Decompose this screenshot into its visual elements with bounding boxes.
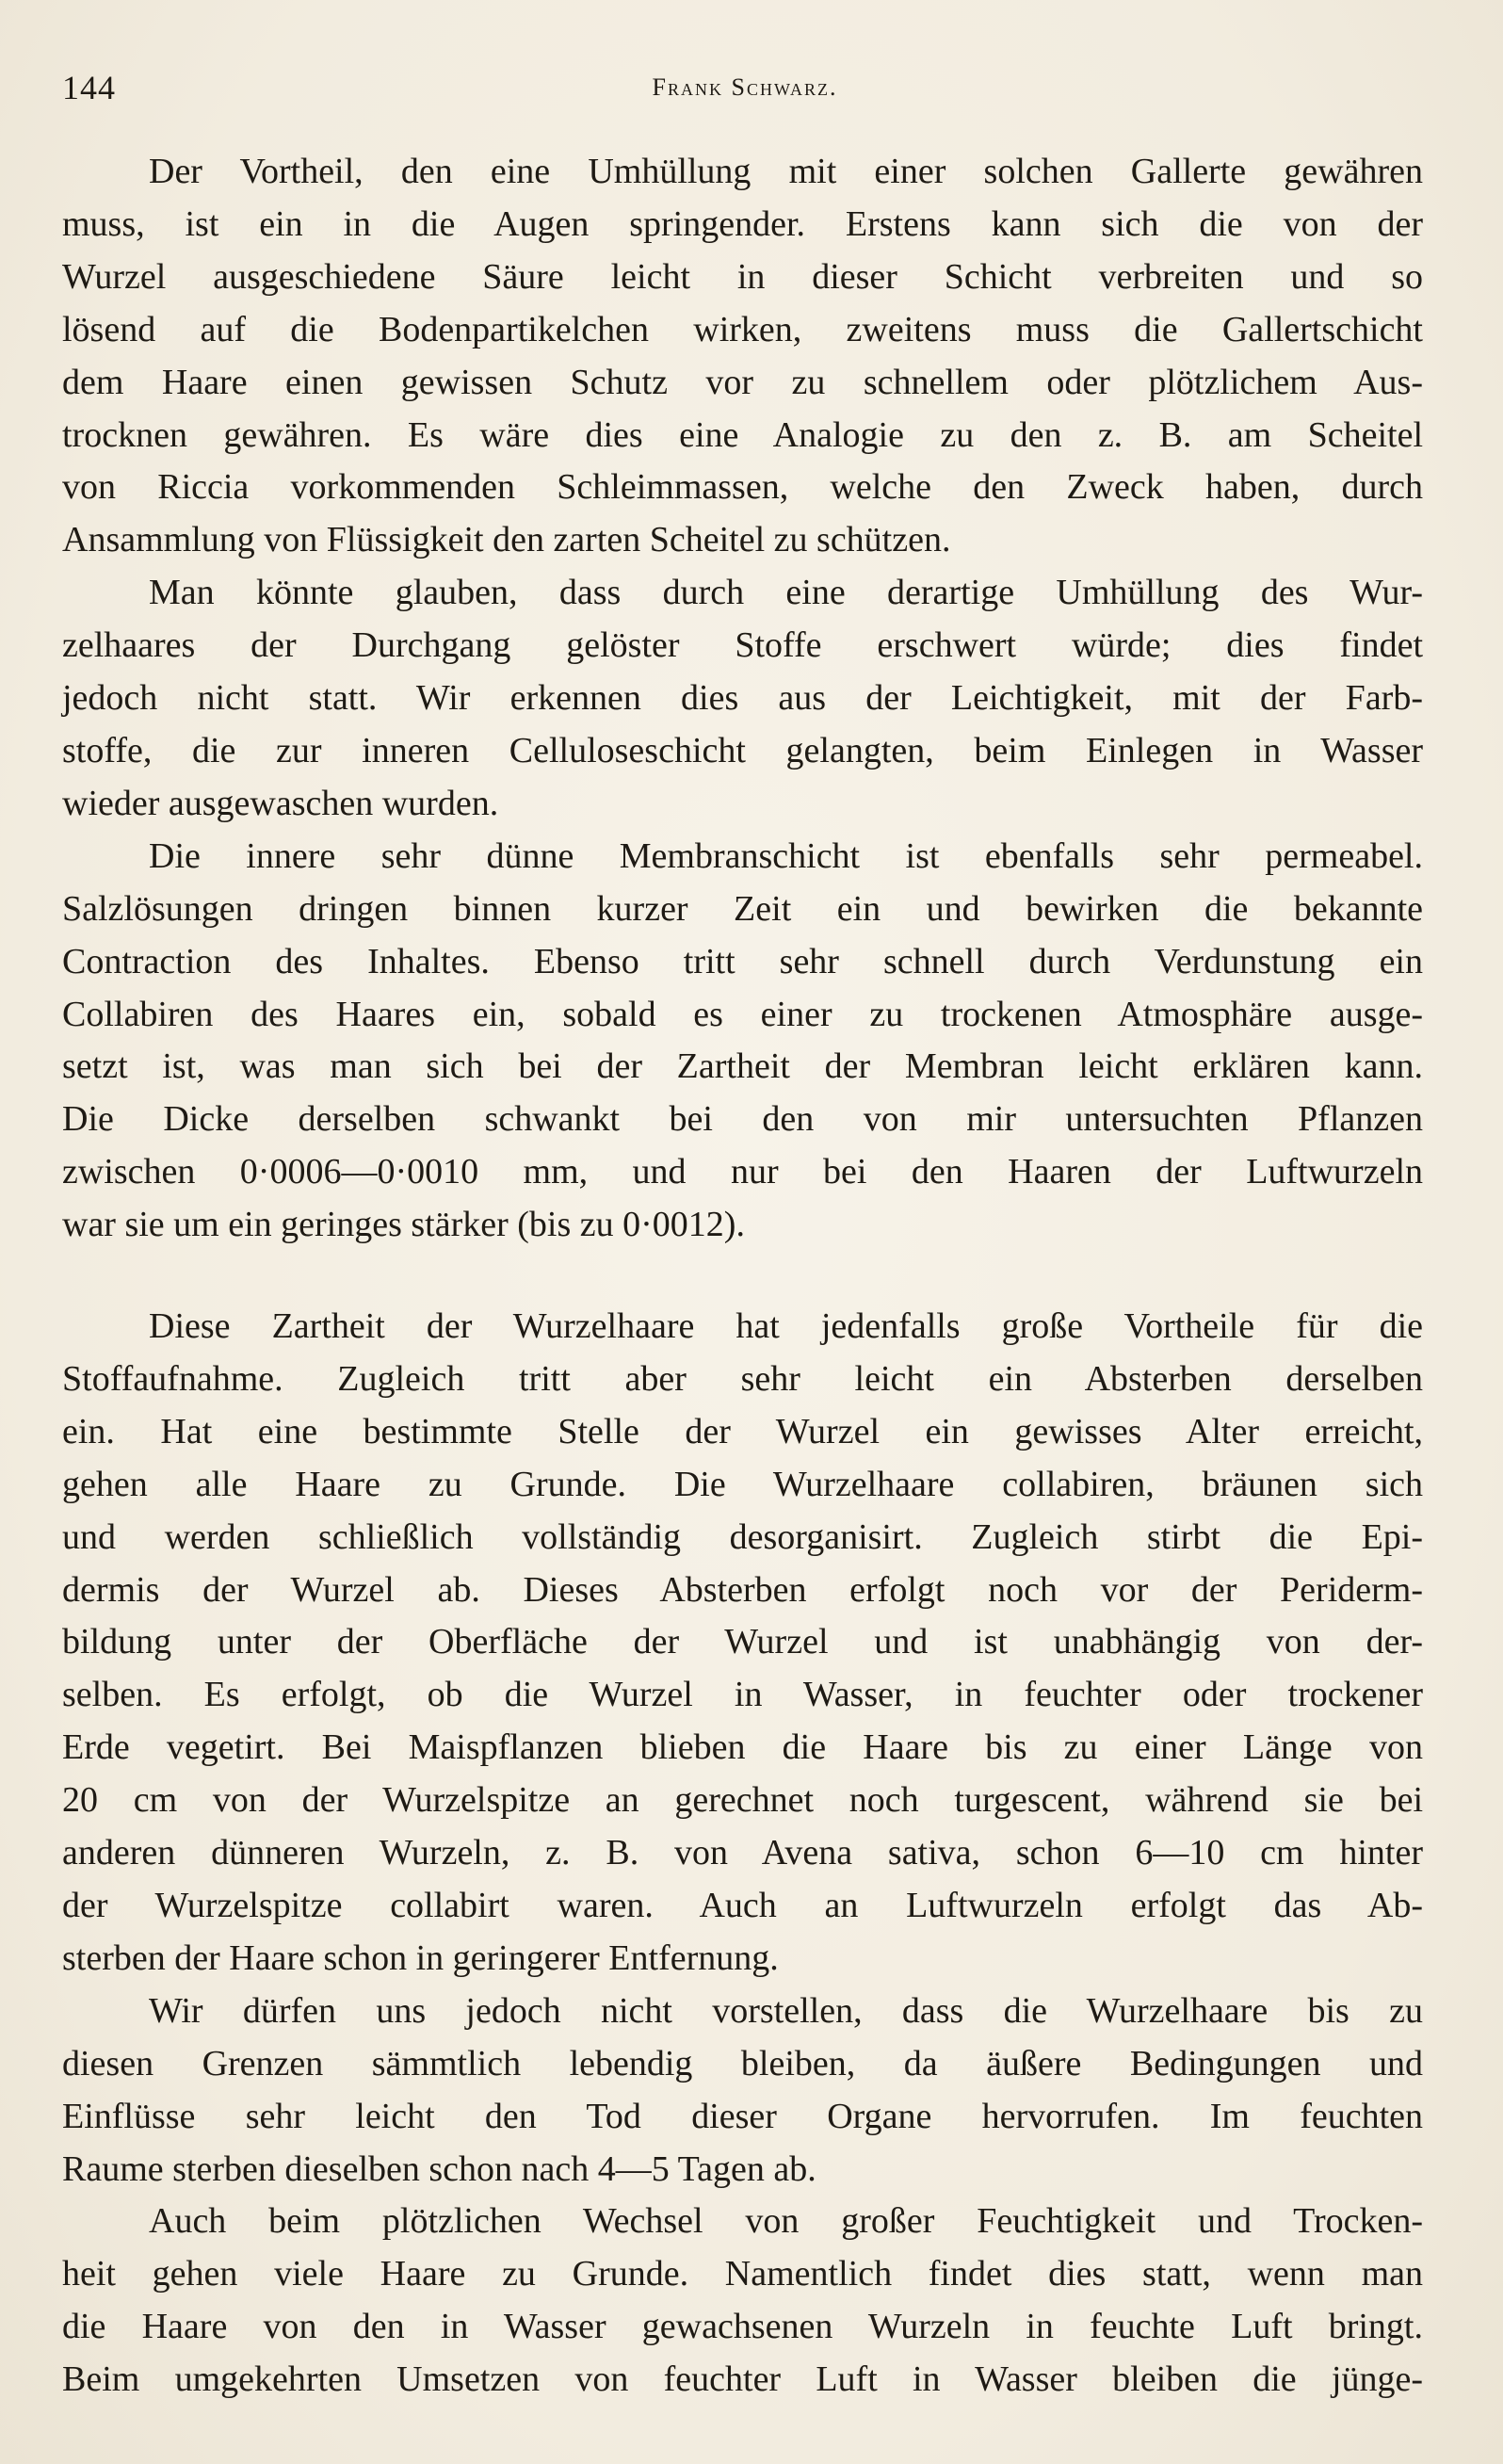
text-line: heit gehen viele Haare zu Grunde. Namentlich findet dies statt, wenn man xyxy=(62,2254,1423,2294)
text-line: Stoffaufnahme. Zugleich tritt aber sehr leicht ein Absterben derselben xyxy=(62,1358,1423,1399)
paragraph-gap xyxy=(62,1252,1423,1301)
paragraph xyxy=(62,831,1423,1252)
text-line: Die innere sehr dünne Membranschicht ist ebenfalls sehr permeabel. xyxy=(149,835,1423,876)
body-text xyxy=(62,146,1423,2407)
page-header xyxy=(62,68,1428,115)
text-line: Wir dürfen uns jedoch nicht vorstellen, dass die Wurzelhaare bis zu xyxy=(149,1990,1423,2031)
text-line: trocknen gewähren. Es wäre dies eine Analogie zu den z. B. am Scheitel xyxy=(62,414,1423,455)
text-line: Die Dicke derselben schwankt bei den von mir untersuchten Pflanzen xyxy=(62,1099,1423,1140)
text-line: Contraction des Inhaltes. Ebenso tritt sehr schnell durch Verdunstung ein xyxy=(62,941,1423,981)
text-line: der Wurzelspitze collabirt waren. Auch an Luftwurzeln erfolgt das Ab- xyxy=(62,1886,1423,1925)
text-line: Erde vegetirt. Bei Maispflanzen blieben die Haare bis zu einer Länge von xyxy=(62,1727,1423,1768)
text-line: lösend auf die Bodenpartikelchen wirken, zweitens muss die Gallertschicht xyxy=(62,309,1423,349)
text-line: dermis der Wurzel ab. Dieses Absterben erfolgt noch vor der Periderm- xyxy=(62,1569,1423,1610)
text-line: stoffe, die zur inneren Celluloseschicht gelangten, beim Einlegen in Wasser xyxy=(62,730,1423,770)
page-number: 144 xyxy=(62,69,116,106)
paragraph xyxy=(62,567,1423,831)
text-line: jedoch nicht statt. Wir erkennen dies aus der Leichtigkeit, mit der Farb- xyxy=(62,678,1423,719)
text-line: selben. Es erfolgt, ob die Wurzel in Wasser, in feuchter oder trockener xyxy=(62,1675,1423,1715)
text-line: anderen dünneren Wurzeln, z. B. von Avena sativa, schon 6—10 cm hinter xyxy=(62,1833,1423,1873)
paragraph xyxy=(62,1986,1423,2197)
running-head: Frank Schwarz. xyxy=(652,73,838,101)
text-line: setzt ist, was man sich bei der Zartheit der Membran leicht erklären kann. xyxy=(62,1046,1423,1087)
text-line: zelhaares der Durchgang gelöster Stoffe erschwert würde; dies findet xyxy=(62,625,1423,666)
text-line: Man könnte glauben, dass durch eine derartige Umhüllung des Wur- xyxy=(149,573,1423,613)
text-line: Der Vortheil, den eine Umhüllung mit einer solchen Gallerte gewähren xyxy=(149,152,1423,191)
text-line: diesen Grenzen sämmtlich lebendig bleiben, da äußere Bedingungen und xyxy=(62,2043,1423,2083)
text-line: sterben der Haare schon in geringerer Entfernung. xyxy=(62,1937,779,1978)
text-line: 20 cm von der Wurzelspitze an gerechnet noch turgescent, während sie bei xyxy=(62,1780,1423,1821)
paragraph xyxy=(62,2196,1423,2407)
paragraph xyxy=(62,1301,1423,1986)
paragraph xyxy=(62,146,1423,567)
text-line: zwischen 0·0006—0·0010 mm, und nur bei den Haaren der Luftwurzeln xyxy=(62,1152,1423,1192)
text-line: gehen alle Haare zu Grunde. Die Wurzelhaare collabiren, bräunen sich xyxy=(62,1464,1423,1504)
text-line: bildung unter der Oberfläche der Wurzel und ist unabhängig von der- xyxy=(62,1622,1423,1662)
text-line: muss, ist ein in die Augen springender. Erstens kann sich die von der xyxy=(62,203,1423,244)
text-line: Wurzel ausgeschiedene Säure leicht in dieser Schicht verbreiten und so xyxy=(62,256,1423,297)
text-line: Salzlösungen dringen binnen kurzer Zeit ein und bewirken die bekannte xyxy=(62,888,1423,929)
text-line: wieder ausgewaschen wurden. xyxy=(62,783,499,823)
text-line: die Haare von den in Wasser gewachsenen Wurzeln in feuchte Luft bringt. xyxy=(62,2307,1423,2347)
text-line: war sie um ein geringes stärker (bis zu 0·0012). xyxy=(62,1205,745,1245)
text-line: Collabiren des Haares ein, sobald es einer zu trockenen Atmosphäre ausge- xyxy=(62,994,1423,1034)
text-line: von Riccia vorkommenden Schleimmassen, welche den Zweck haben, durch xyxy=(62,467,1423,508)
text-line: Diese Zartheit der Wurzelhaare hat jedenfalls große Vortheile für die xyxy=(149,1306,1423,1347)
text-line: dem Haare einen gewissen Schutz vor zu schnellem oder plötzlichem Aus- xyxy=(62,362,1423,402)
text-line: Raume sterben dieselben schon nach 4—5 Tagen ab. xyxy=(62,2148,816,2189)
text-line: Ansammlung von Flüssigkeit den zarten Scheitel zu schützen. xyxy=(62,520,951,560)
text-line: Einflüsse sehr leicht den Tod dieser Organe hervorrufen. Im feuchten xyxy=(62,2096,1423,2136)
text-line: ein. Hat eine bestimmte Stelle der Wurzel ein gewisses Alter erreicht, xyxy=(62,1411,1423,1451)
text-line: Auch beim plötzlichen Wechsel von großer Feuchtigkeit und Trocken- xyxy=(149,2201,1423,2242)
text-line: Beim umgekehrten Umsetzen von feuchter Luft in Wasser bleiben die jünge- xyxy=(62,2359,1423,2400)
text-line: und werden schließlich vollständig desorganisirt. Zugleich stirbt die Epi- xyxy=(62,1516,1423,1557)
